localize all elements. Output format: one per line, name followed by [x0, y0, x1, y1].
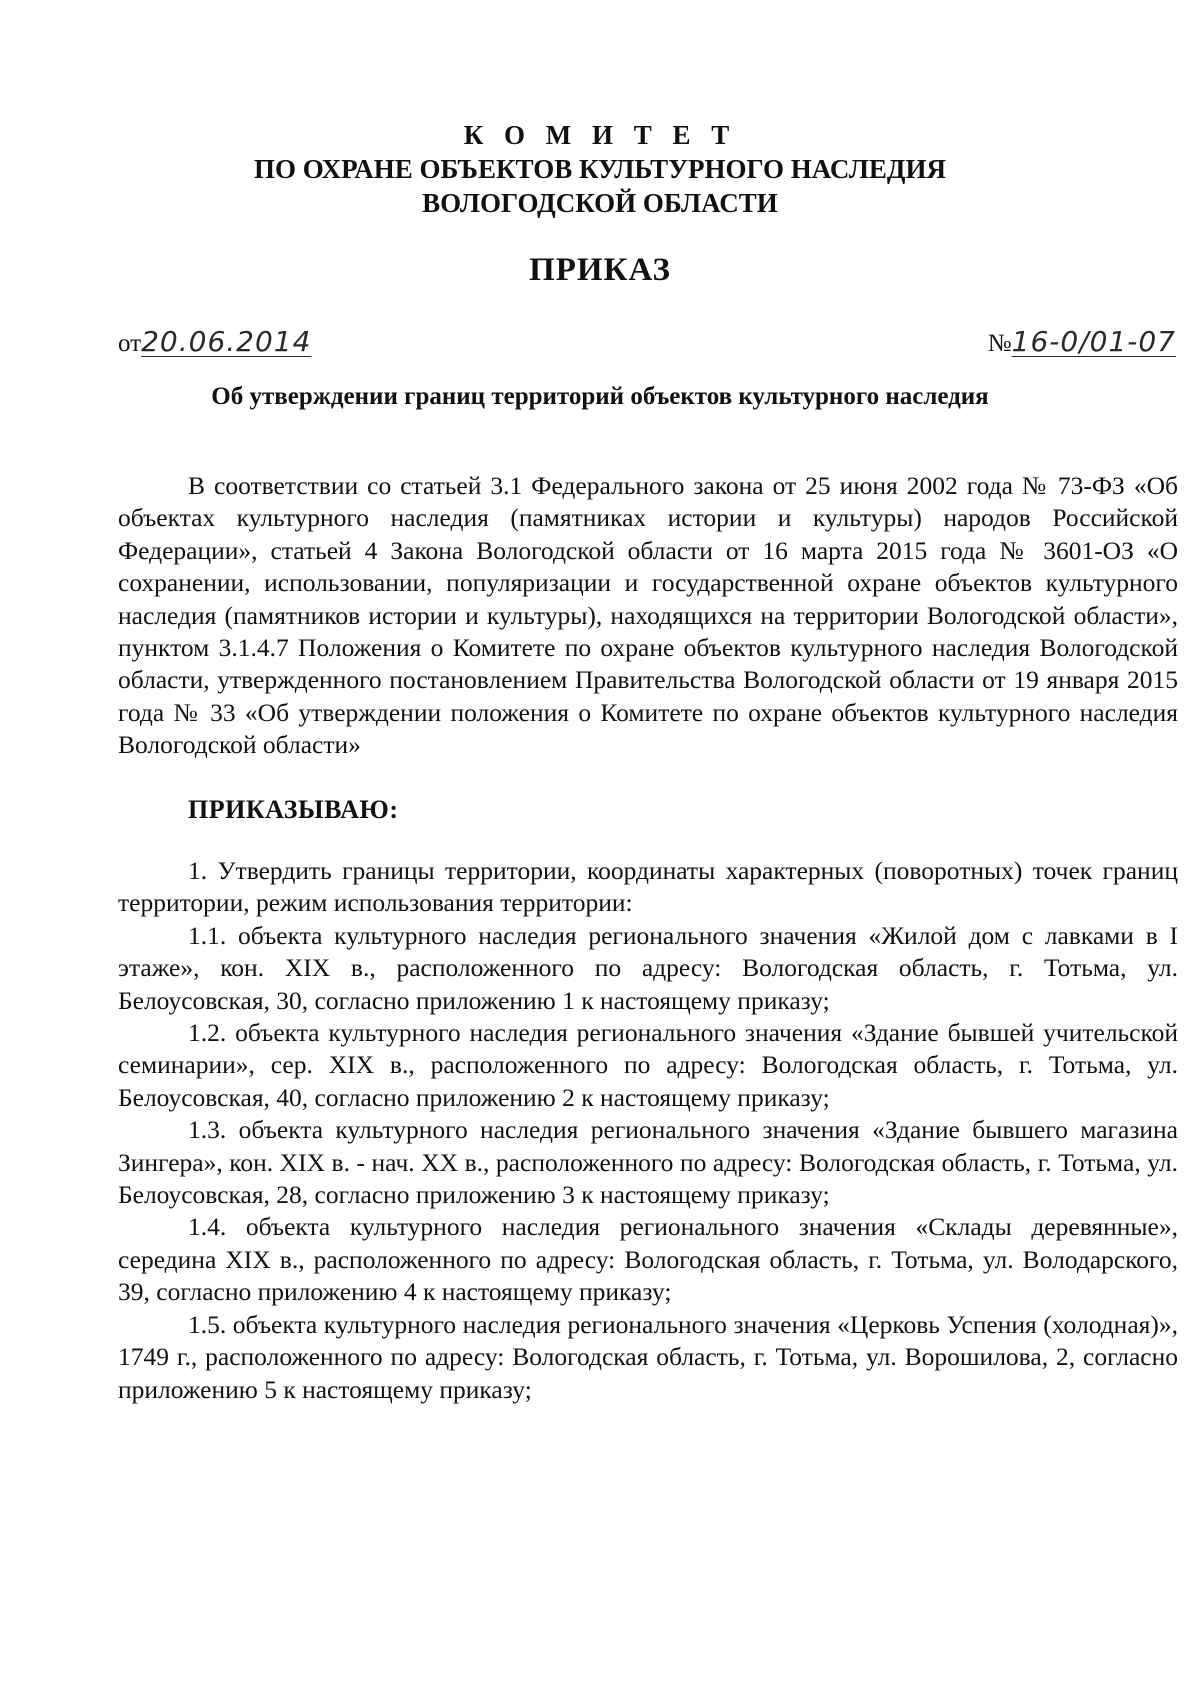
- order-item-1-5: 1.5. объекта культурного наследия регионального значения «Церковь Успения (холодная)», 1749 г., расположенного по адресу: Вологодская область, г. Тотьма, ул. Ворошилова, 2, согласно приложению 5 к настоящему приказу;: [118, 1309, 1178, 1404]
- handwritten-number: 16-0/01-07: [1011, 325, 1176, 358]
- order-item-1-1: 1.1. объекта культурного наследия регионального значения «Жилой дом с лавками в I этаже», кон. XIX в., расположенного по адресу: Вологодская область, г. Тотьма, ул. Белоусовская, 30, согласно приложению 1 к настоящему приказу;: [118, 920, 1178, 1015]
- date-number-row: [118, 325, 1176, 369]
- issuer-line-2: ПО ОХРАНЕ ОБЪЕКТОВ КУЛЬТУРНОГО НАСЛЕДИЯ: [254, 154, 946, 184]
- order-date: [118, 325, 311, 358]
- order-item-1-2: 1.2. объекта культурного наследия регионального значения «Здание бывшей учительской семинарии», сер. XIX в., расположенного по адресу: Вологодская область, г. Тотьма, ул. Белоусовская, 40, согласно приложению 2 к настоящему приказу;: [118, 1018, 1178, 1112]
- issuer-line-3: ВОЛОГОДСКОЙ ОБЛАСТИ: [422, 188, 778, 218]
- order-subject: Об утверждении границ территорий объектов культурного наследия: [211, 383, 989, 410]
- order-items: [118, 855, 1178, 1406]
- issuer-line-1: К О М И Т Е Т: [463, 120, 737, 150]
- document-type-title: ПРИКАЗ: [529, 252, 671, 288]
- order-number: [988, 325, 1176, 358]
- number-prefix: №: [987, 330, 1012, 357]
- preamble-paragraph: В соответствии со статьей 3.1 Федерального закона от 25 июня 2002 года № 73-ФЗ «Об объектах культурного наследия (памятниках истории и культуры) народов Российской Федерации», статьей 4 Закона Вологодской области от 16 марта 2015 года № 3601-ОЗ «О сохранении, использовании, популяризации и государственной охране объектов культурного наследия (памятников истории и культуры), находящихся на территории Вологодской области», пунктом 3.1.4.7 Положения о Комитете по охране объектов культурного наследия Вологодской области, утвержденного постановлением Правительства Вологодской области от 19 января 2015 года № 33 «Об утверждении положения о Комитете по охране объектов культурного наследия Вологодской области»: [118, 471, 1178, 760]
- issuer-header: [0, 118, 1200, 220]
- preamble-block: [118, 470, 1178, 762]
- order-item-1-4: 1.4. объекта культурного наследия регионального значения «Склады деревянные», середина XIX в., расположенного по адресу: Вологодская область, г. Тотьма, ул. Володарского, 39, согласно приложению 4 к настоящему приказу;: [118, 1212, 1178, 1307]
- date-prefix: от: [118, 330, 142, 357]
- order-item-1-3: 1.3. объекта культурного наследия регионального значения «Здание бывшего магазина Зингера», кон. XIX в. - нач. XX в., расположенного по адресу: Вологодская область, г. Тотьма, ул. Белоусовская, 28, согласно приложению 3 к настоящему приказу;: [118, 1115, 1178, 1210]
- handwritten-date: 20.06.2014: [141, 325, 312, 358]
- order-directive: ПРИКАЗЫВАЮ:: [188, 795, 399, 824]
- order-item-1: 1. Утвердить границы территории, координаты характерных (поворотных) точек границ территории, режим использования территории:: [118, 856, 1178, 918]
